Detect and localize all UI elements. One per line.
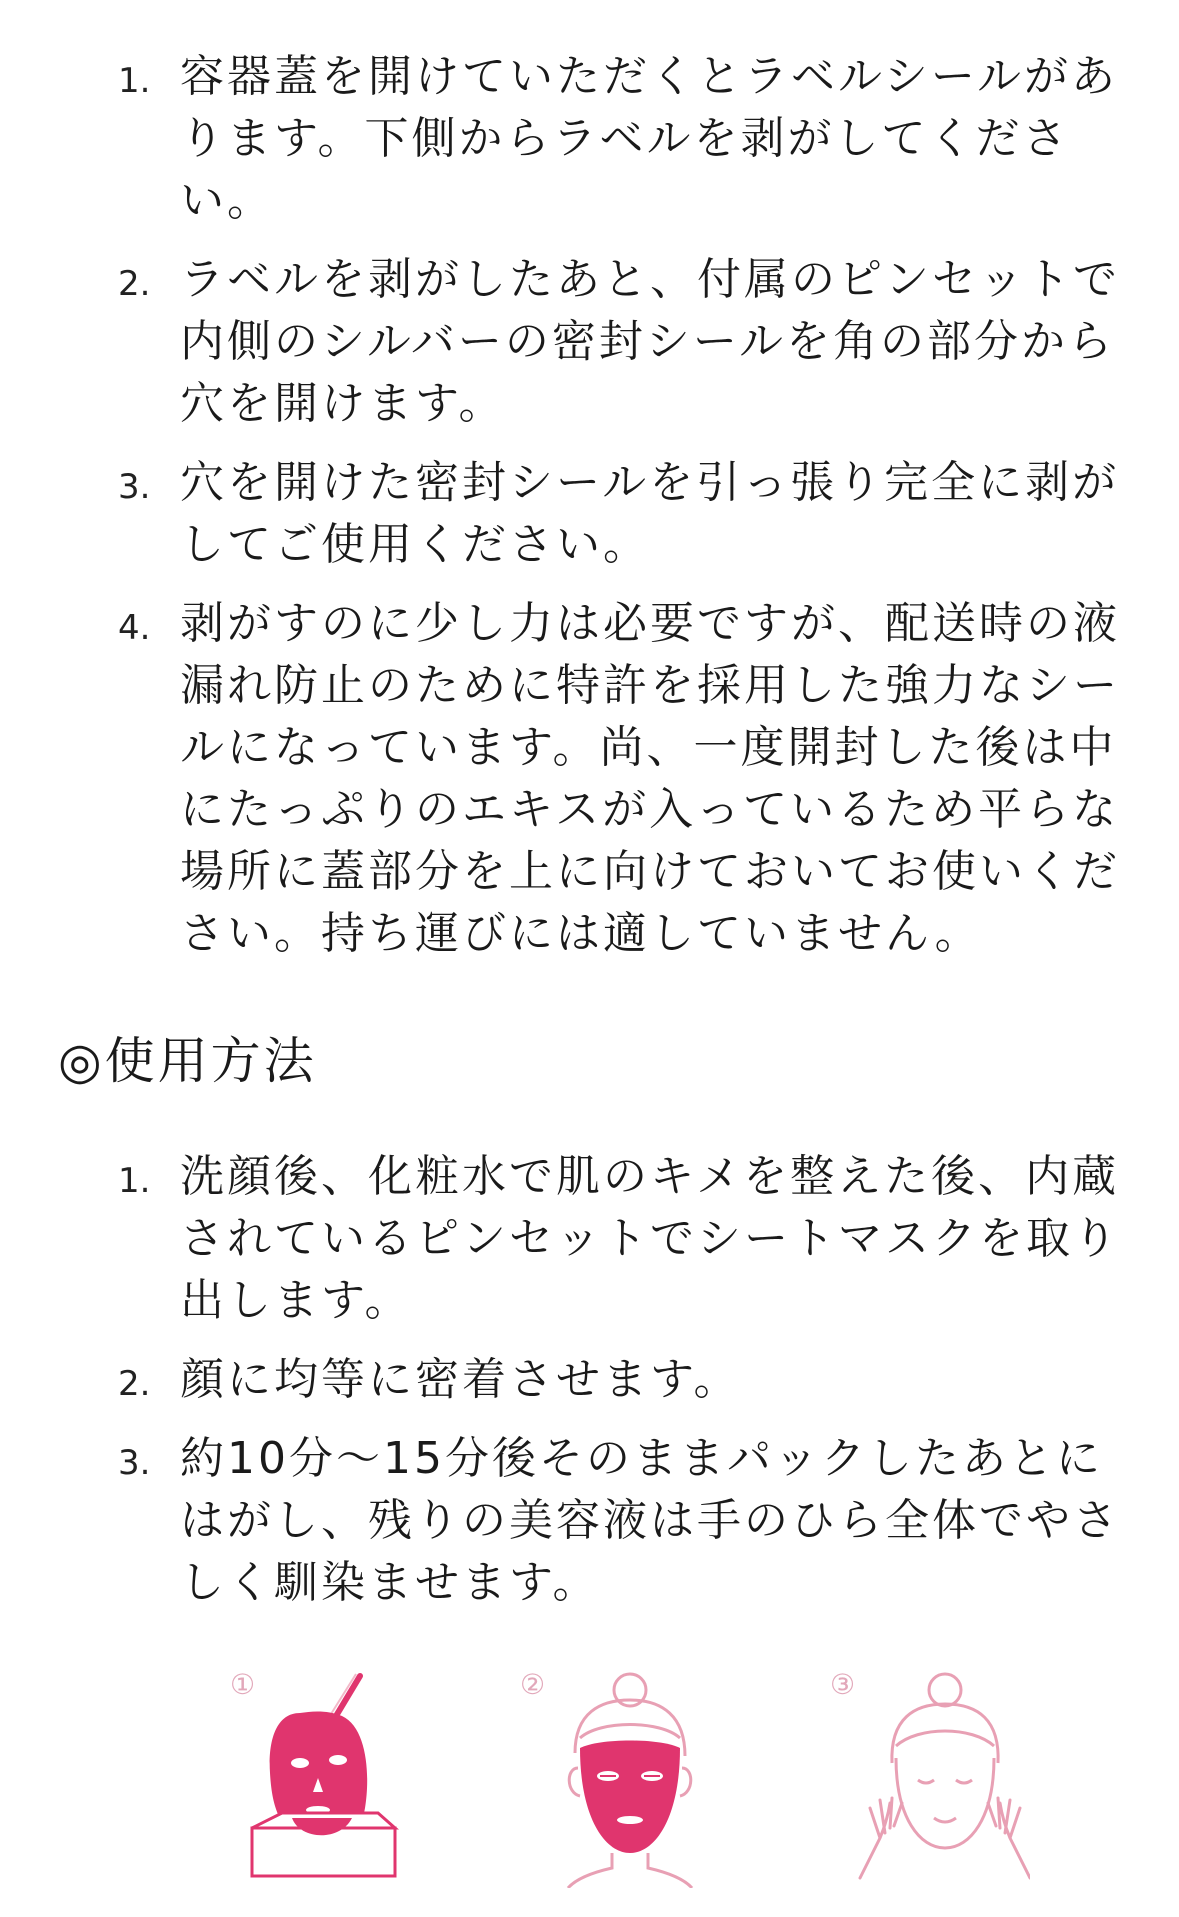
list-item-number: 2. [118,1364,151,1404]
illustration-step-3 [830,1668,1030,1888]
list-item [110,1146,1130,1332]
list-item-number: 3. [118,467,151,507]
mask-on-face-icon [520,1668,720,1888]
list-item [110,46,1130,232]
list-item-text: 約10分～15分後そのままパックしたあとにはがし、残りの美容液は手のひら全体でやさしく馴染ませます。 [180,1433,1120,1608]
opening-steps-list [110,46,1130,965]
illustration-step-label: ① [230,1668,256,1701]
illustration-step-label: ③ [830,1668,856,1701]
list-item [110,1349,1130,1411]
list-item-text: 穴を開けた密封シールを引っ張り完全に剥がしてご使用ください。 [180,457,1120,570]
usage-steps-list [110,1146,1130,1614]
illustration-step-label: ② [520,1668,546,1701]
list-item-number: 1. [118,1161,151,1201]
usage-section-heading: ◎使用方法 [58,1032,317,1090]
list-item-text: ラベルを剥がしたあと、付属のピンセットで内側のシルバーの密封シールを角の部分から穴を開けます。 [180,254,1120,429]
illustration-step-1 [230,1668,430,1888]
list-item-number: 2. [118,264,151,304]
list-item-number: 3. [118,1443,151,1483]
hands-on-face-icon [830,1668,1030,1888]
list-item [110,452,1130,576]
list-item-text: 顔に均等に密着させます。 [180,1354,741,1405]
list-item-number: 1. [118,61,151,101]
list-item-text: 洗顔後、化粧水で肌のキメを整えた後、内蔵されているピンセットでシートマスクを取り出します。 [180,1151,1120,1326]
list-item-number: 4. [118,608,151,648]
list-item [110,249,1130,435]
usage-illustrations [230,1668,1090,1888]
list-item [110,1428,1130,1614]
mask-from-container-icon [230,1668,430,1888]
illustration-step-2 [520,1668,720,1888]
list-item [110,593,1130,965]
list-item-text: 剥がすのに少し力は必要ですが、配送時の液漏れ防止のために特許を採用した強力なシールになっています。尚、一度開封した後は中にたっぷりのエキスが入っているため平らな場所に蓋部分を上に向けておいてお使いください。持ち運びには適していません。 [180,598,1120,959]
list-item-text: 容器蓋を開けていただくとラベルシールがあります。下側からラベルを剥がしてください。 [180,51,1119,226]
